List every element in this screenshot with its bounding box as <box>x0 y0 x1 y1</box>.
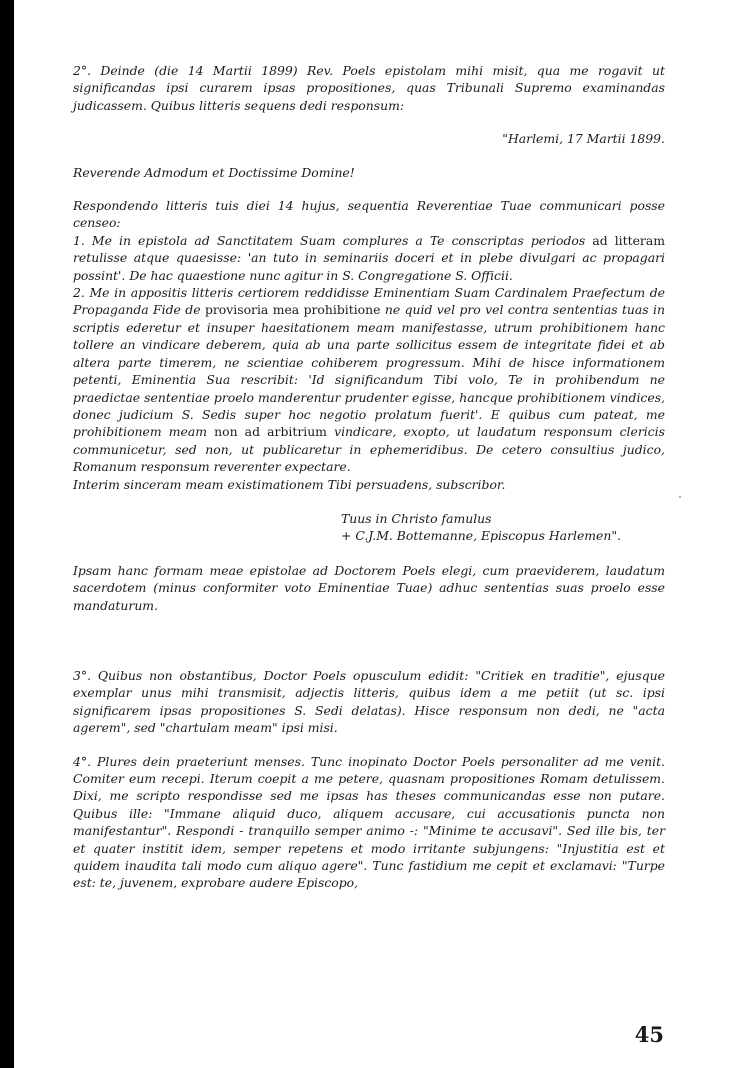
section-2-remark: Ipsam hanc formam meae epistolae ad Doctorem Poels elegi, cum praeviderem, laudatum sacerdotem (minus conformiter voto Eminentiae Tuae) adhuc sententias suas proelo esse mandaturum. <box>73 562 665 613</box>
point-1-part-c: retulisse atque quaesisse: 'an tuto in seminariis doceri et in plebe divulgari ac propagari possint'. De hac quaestione nunc agitur in S. Congregatione S. Officii. <box>73 250 665 283</box>
point-2-part-e: vindicare, exopto, ut laudatum responsum clericis communicetur, sed non, ut publicaretur in ephemeridibus. De cetero consultius judico, Romanum responsum reverenter expectare. <box>73 424 665 475</box>
letter-dateline: "Harlemi, 17 Martii 1899. <box>502 131 665 147</box>
section-3-paragraph: 3°. Quibus non obstantibus, Doctor Poels opusculum edidit: "Critiek en traditie", ejusque exemplar unus mihi transmisit, adjectis litteris, quibus idem a me petiit (ut sc. ipsi significarem ipsas propositiones S. Sedi delatas). Hisce responsum non dedi, ne "acta agerem", sed "chartulam meam" ipsi misi. <box>73 667 665 736</box>
page-number: 45 <box>634 1022 664 1047</box>
point-2-part-a: 2. Me in appositis litteris certiorem reddidisse Eminentiam Suam Cardinalem Praefectum de Propaganda Fide de <box>73 285 665 318</box>
point-1-part-a: 1. Me in epistola ad Sanctitatem Suam complures a Te conscriptas periodos <box>73 232 586 248</box>
document-page <box>73 62 665 892</box>
letter-closing: Interim sinceram meam existimationem Tibi persuadens, subscribor. <box>73 476 506 492</box>
point-2-part-c: ne quid vel pro vel contra sententias tuas in scriptis ederetur et insuper haesitationem meam manifestasse, utrum prohibitionem hanc tollere an vindicare deberem, quia ab una parte sollicitus essem de integritate fidei et ab altera parte timerem, ne scientiae cohiberem progressum. Mihi de hisce informationem petenti, Eminentia Sua rescribit: 'Id significandum Tibi volo, Te in prohibendum ne praedictae sententiae proelo manderentur prudenter egisse, hancque prohibitionem vindices, donec judicium S. Sedis super hoc negotio prolatum fuerit'. E quibus cum pateat, me prohibitionem meam <box>73 302 665 440</box>
point-2-upright-1: provisoria mea prohibitione <box>204 302 381 318</box>
scan-speck <box>679 496 681 498</box>
point-1-upright: ad litteram <box>592 232 665 248</box>
letter-point-2 <box>73 284 665 475</box>
scan-edge-bar <box>0 0 14 1068</box>
letter-opening: Respondendo litteris tuis diei 14 hujus, sequentia Reverentiae Tuae communicari posse censeo: <box>73 198 665 231</box>
letter-point-1 <box>73 232 665 284</box>
signature-line-1: Tuus in Christo famulus <box>341 510 492 526</box>
signature-line-2: + C.J.M. Bottemanne, Episcopus Harlemen". <box>341 528 621 544</box>
section-4-paragraph: 4°. Plures dein praeteriunt menses. Tunc inopinato Doctor Poels personaliter ad me venit. Comiter eum recepi. Iterum coepit a me petere, quasnam propositiones Romam detulissem. Dixi, me scripto respondisse sed me ipsas has theses communicandas esse non putare. Quibus ille: "Immane aliquid duco, aliquem accusare, cui accusationis puncta non manifestantur". Respondi - tranquillo semper animo -: "Minime te accusavi". Sed ille bis, ter et quater institit idem, semper repetens et modo irritante subjungens: "Injustitia est et quidem inaudita tali modo cum aliquo agere". Tunc fastidium me cepit et exclamavi: "Turpe est: te, juvenem, exprobare audere Episcopo, <box>73 753 665 891</box>
point-2-upright-2: non ad arbitrium <box>214 424 327 440</box>
letter-salutation: Reverende Admodum et Doctissime Domine! <box>73 164 355 180</box>
section-2-intro: 2°. Deinde (die 14 Martii 1899) Rev. Poels epistolam mihi misit, qua me rogavit ut significandas ipsi curarem ipsas propositiones, quas Tribunali Supremo examinandas judicassem. Quibus litteris sequens dedi responsum: <box>73 63 665 113</box>
